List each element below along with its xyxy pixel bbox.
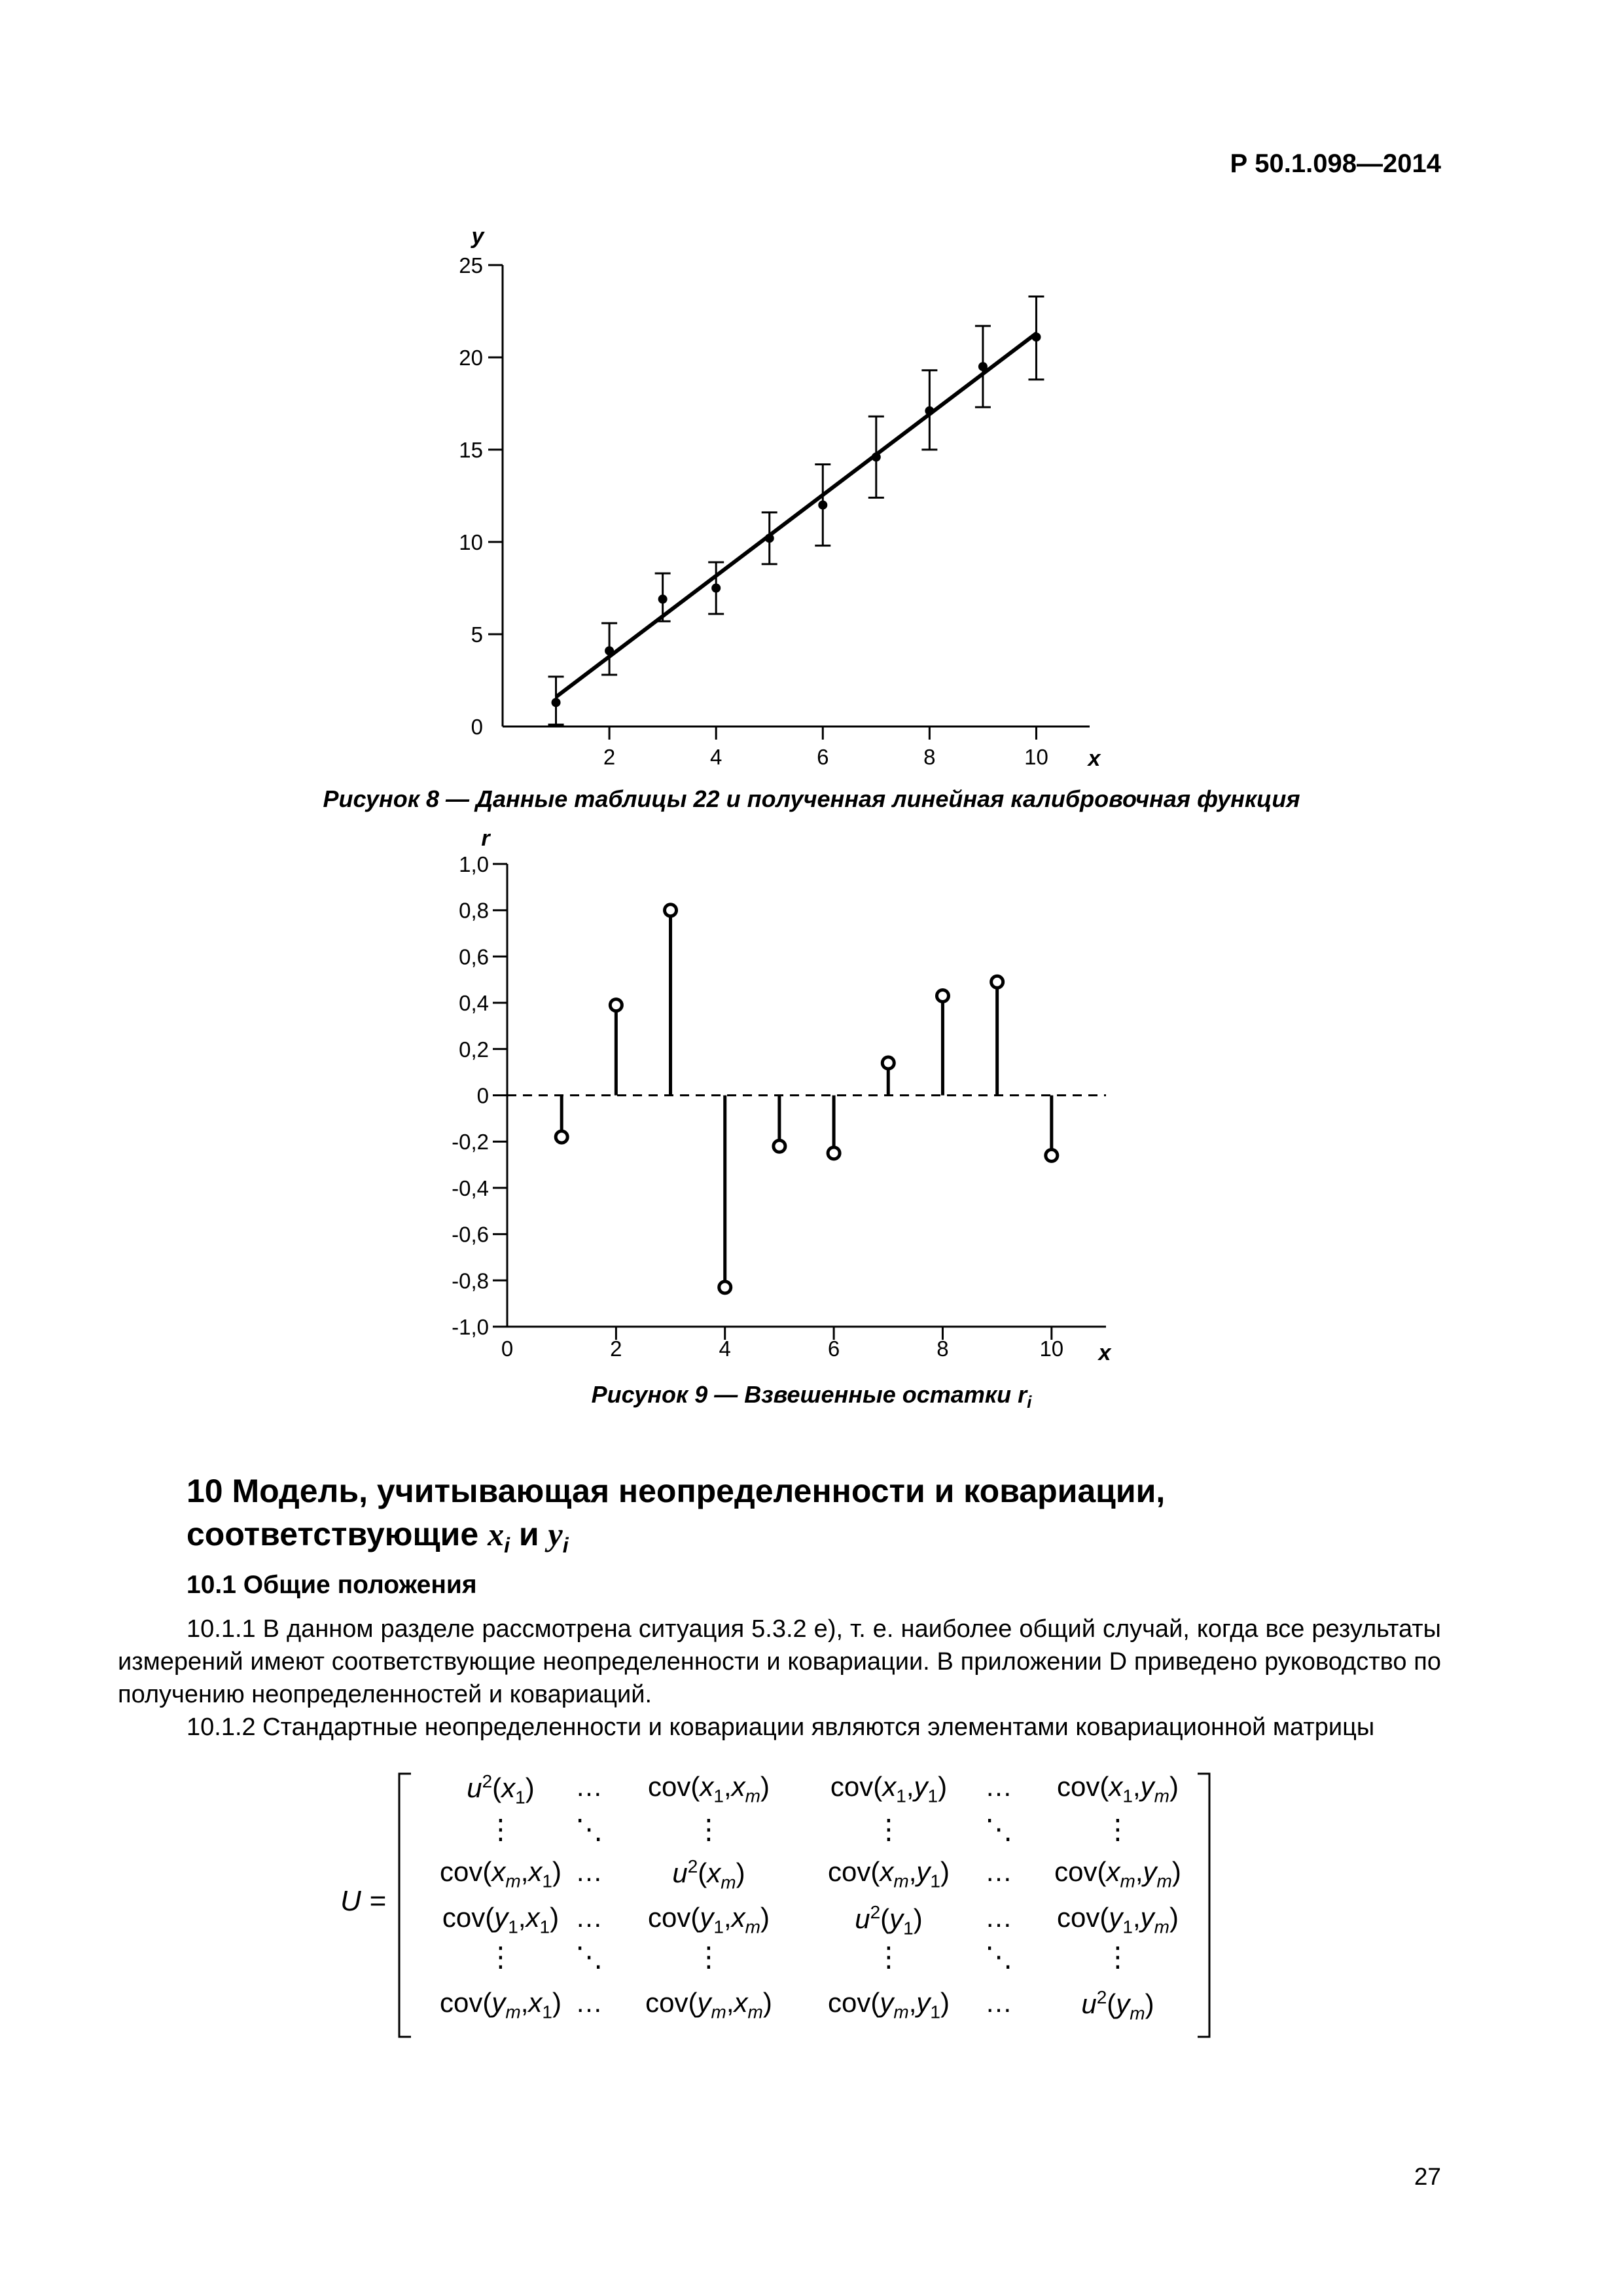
figure-8-chart (0, 0, 1623, 785)
matrix-cell: … (985, 1902, 1012, 1933)
matrix-cell: $u^2(y_1)$ (855, 1902, 923, 1939)
fig9-residual-point (882, 1057, 894, 1069)
matrix-cell: … (575, 1856, 603, 1887)
fig9-y-tick-label: -0,6 (452, 1222, 489, 1247)
matrix-cell: … (985, 1856, 1012, 1887)
fig8-y-axis-label: y (471, 224, 484, 249)
section-title-line-2 (187, 1513, 1463, 1567)
matrix-brackets (393, 1767, 1217, 2042)
document-code: Р 50.1.098—2014 (1230, 149, 1441, 178)
fig9-residual-point (556, 1131, 567, 1143)
fig9-y-tick-label: 1,0 (459, 852, 489, 876)
figure-9-caption (0, 1381, 1623, 1412)
fig9-residual-point (991, 976, 1003, 988)
matrix-cell: $cov(x_m,y_1)$ (828, 1856, 950, 1892)
fig9-x-tick-label: 8 (936, 1336, 949, 1361)
fig9-residual-point (828, 1147, 840, 1159)
fig9-residual-point (665, 905, 677, 916)
fig9-x-tick-label: 2 (610, 1336, 622, 1361)
fig9-y-tick-label: -1,0 (452, 1315, 489, 1339)
fig8-data-point (658, 594, 668, 603)
section-title-text: соответствующие (187, 1516, 488, 1552)
fig8-y-tick-label: 20 (459, 346, 483, 370)
matrix-cell: ⋮ (1104, 1814, 1132, 1844)
fig8-y-tick-label: 15 (459, 438, 483, 462)
fig9-x-tick-label: 10 (1039, 1336, 1064, 1361)
paragraph-10-1-2: 10.1.2 Стандартные неопределенности и ковариации являются элементами ковариационной матрицы (187, 1713, 1375, 1741)
section-title (187, 1469, 1463, 1567)
fig8-x-tick-label: 10 (1024, 745, 1048, 769)
matrix-cell: … (985, 1987, 1012, 2018)
fig9-x-tick-label: 6 (827, 1336, 840, 1361)
figure-9-caption-symbol: r (1018, 1381, 1027, 1408)
matrix-cell: $cov(x_1,y_1)$ (830, 1771, 948, 1806)
fig8-data-point (872, 452, 881, 461)
matrix-cell: $cov(y_m,y_1)$ (828, 1987, 950, 2022)
fig9-y-tick-label: -0,8 (452, 1268, 489, 1293)
matrix-cell: $cov(y_1,y_m)$ (1057, 1902, 1179, 1937)
subsection-title: 10.1 Общие положения (187, 1571, 477, 1599)
matrix-label: U = (340, 1885, 386, 1917)
fig9-y-axis-label: r (481, 826, 490, 851)
fig9-y-tick-label: -0,2 (452, 1130, 489, 1155)
matrix-cell: ⋮ (1104, 1941, 1132, 1972)
matrix-cell: ⋮ (695, 1941, 722, 1972)
matrix-cell: ⋮ (487, 1941, 514, 1972)
fig8-x-tick-label: 8 (923, 745, 936, 769)
fig9-x-tick-label: 4 (719, 1336, 731, 1361)
matrix-cell: ⋱ (575, 1941, 603, 1972)
fig8-data-point (818, 501, 827, 510)
fig9-residual-point (610, 999, 622, 1011)
matrix-cell: ⋮ (487, 1814, 514, 1844)
fig9-y-tick-label: 0 (476, 1083, 489, 1108)
matrix-cell: $cov(y_m,x_1)$ (440, 1987, 562, 2022)
fig8-x-axis-label: x (1088, 746, 1101, 771)
section-title-y-sub: i (562, 1534, 569, 1557)
fig9-y-tick-label: 0,6 (459, 944, 489, 969)
section-title-x-sub: i (504, 1534, 510, 1557)
figure-9-caption-text: Рисунок 9 — Взвешенные остатки (591, 1381, 1018, 1408)
matrix-cell: $cov(y_1,x_m)$ (648, 1902, 770, 1937)
matrix-cell: $u^2(y_m)$ (1081, 1987, 1154, 2024)
figure-9-chart (0, 812, 1623, 1381)
matrix-cell: ⋱ (985, 1814, 1012, 1844)
fig9-residual-point (719, 1282, 731, 1293)
fig8-x-tick-label: 4 (710, 745, 722, 769)
section-title-y: y (548, 1516, 563, 1552)
matrix-cell: $cov(x_m,x_1)$ (440, 1856, 562, 1892)
fig9-y-tick-label: 0,8 (459, 898, 489, 923)
fig8-data-point (978, 362, 988, 371)
matrix-cell: ⋮ (695, 1814, 722, 1844)
fig8-x-tick-label: 6 (817, 745, 829, 769)
matrix-cell: … (575, 1771, 603, 1802)
matrix-cell: $cov(x_1,y_m)$ (1057, 1771, 1179, 1806)
paragraph-10-1-1: 10.1.1 В данном разделе рассмотрена ситуация 5.3.2 е), т. е. наиболее общий случай, когда все результаты измерений имеют соответствующие неопределенности и ковариации. В приложении D приведено руководство по получению неопределенностей и ковариаций. (118, 1615, 1441, 1708)
matrix-cell: … (575, 1987, 603, 2018)
fig9-residual-point (774, 1140, 785, 1152)
fig8-data-point (552, 698, 561, 707)
fig9-x-tick-label: 0 (501, 1336, 514, 1361)
fig8-y-tick-label: 10 (459, 530, 483, 554)
section-title-and: и (510, 1516, 548, 1552)
fig9-y-tick-label: 0,4 (459, 991, 489, 1016)
section-title-line-1: 10 Модель, учитывающая неопределенности и ковариации, (187, 1473, 1166, 1509)
matrix-cell: … (575, 1902, 603, 1933)
fig8-x-tick-label: 2 (603, 745, 616, 769)
matrix-cell: … (985, 1771, 1012, 1802)
fig9-y-tick-label: -0,4 (452, 1175, 489, 1200)
fig8-data-point (1031, 332, 1041, 342)
page-number: 27 (1414, 2163, 1441, 2190)
fig8-fit-line (556, 333, 1037, 697)
fig9-x-axis-label: x (1098, 1340, 1111, 1365)
fig8-data-point (925, 406, 934, 416)
matrix-cell: $cov(x_1,x_m)$ (648, 1771, 770, 1806)
matrix-cell: ⋮ (875, 1814, 902, 1844)
fig8-y-tick-label: 5 (471, 622, 483, 647)
matrix-cell: $u^2(x_m)$ (672, 1856, 745, 1893)
matrix-cell: $cov(x_m,y_m)$ (1054, 1856, 1181, 1892)
matrix-cell: ⋮ (875, 1941, 902, 1972)
matrix-cell: $cov(y_1,x_1)$ (442, 1902, 560, 1937)
figure-9-caption-subscript: i (1027, 1392, 1032, 1412)
fig9-residual-point (936, 990, 948, 1001)
fig8-data-point (765, 533, 774, 543)
matrix-cell: ⋱ (985, 1941, 1012, 1972)
fig8-y-tick-label: 0 (471, 715, 483, 739)
fig8-y-tick-label: 25 (459, 253, 483, 278)
figure-8-caption: Рисунок 8 — Данные таблицы 22 и полученная линейная калибровочная функция (323, 785, 1300, 812)
matrix-cell: ⋱ (575, 1814, 603, 1844)
matrix-cell: $u^2(x_1)$ (467, 1771, 535, 1808)
matrix-cell: $cov(y_m,x_m)$ (645, 1987, 772, 2022)
fig8-data-point (711, 584, 721, 593)
section-title-x: x (488, 1516, 505, 1552)
fig8-data-point (605, 646, 614, 655)
fig9-residual-point (1046, 1149, 1058, 1161)
fig9-y-tick-label: 0,2 (459, 1037, 489, 1062)
